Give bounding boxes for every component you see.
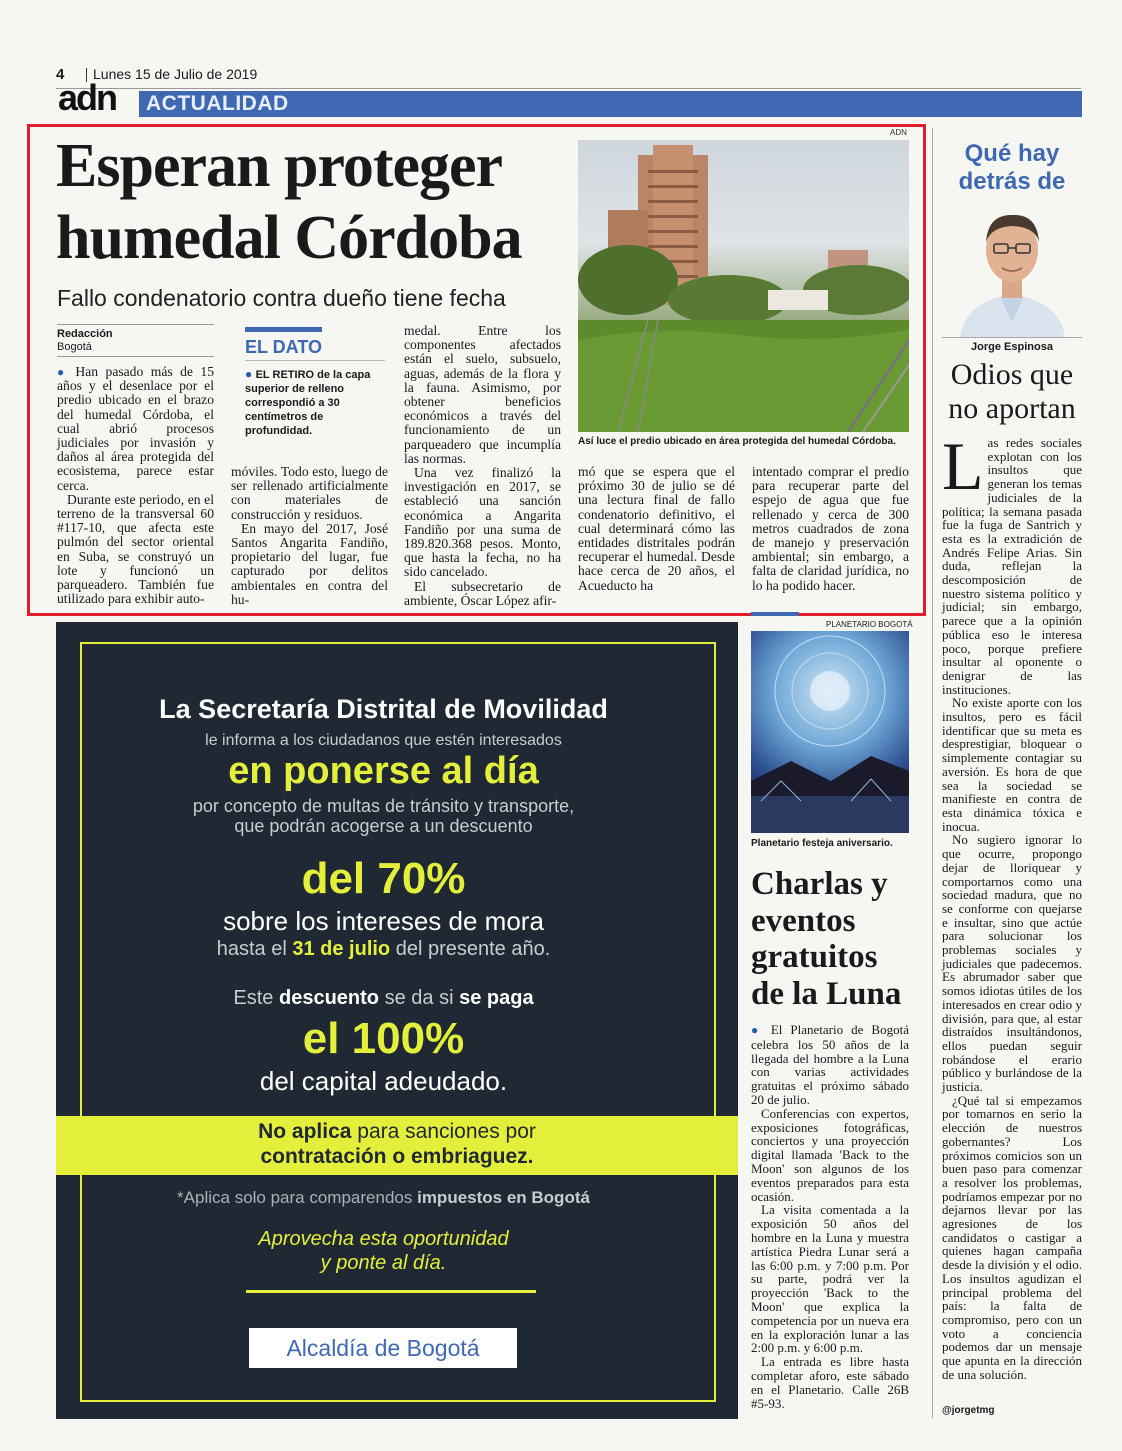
movilidad-ad [56,622,738,1419]
dato-top-rule [245,327,322,332]
col3-paragraph-3: El subsecretario de ambiente, Óscar López afir- [404,578,561,608]
col2-paragraph-1: móviles. Todo esto, luego de ser rellenado artificialmente con materiales de construcción y residuos. [231,464,388,522]
col2-paragraph-2: En mayo del 2017, José Santos Angarita Fandiño, propietario del lugar, fue capturado por delitos ambientales en contra del hu- [231,520,388,607]
author-handle: @jorgetmg [942,1405,995,1416]
col1-paragraph-1: ● Han pasado más de 15 años y el desenlace por el predio ubicado en el brazo del humedal Córdoba, el cual abrió procesos judiciales por invasión y daños al área protegida del ecosistema, parece estar cerca. [57,364,215,493]
ad-cta-1: Aprovecha esta oportunidad [258,1228,509,1250]
ad-line-4: por concepto de multas de tránsito y transporte, [192,796,575,816]
luna-photo-caption: Planetario festeja aniversario. [751,838,893,849]
opinion-title-line-1: Odios que [950,358,1074,391]
byline-rule [57,324,214,325]
kicker-line-2: detrás de [958,168,1066,195]
opinion-paragraph-4: ¿Qué tal si empezamos por tomarnos en serio la elección de nuestros gobernantes? Los próximos comicios son un buen paso para comenzar a resolver los problemas, podríamos empezar por no dejarnos llevar por las agresiones de los candidatos o castigar a quienes hagan campaña desde la división y el odio. Los insultos agudizan el principal problema del país: la falta de compromiso, pero con un voto a conciencia podemos dar un mensaje que apunta en la dirección de una solución. [942,1092,1082,1382]
opinion-kicker [942,140,1082,196]
opinion-title [942,358,1082,426]
byline-place: Bogotá [57,341,92,353]
dato-bullet-icon: ● [245,367,256,381]
photo-caption: Así luce el predio ubicado en área protegida del humedal Córdoba. [578,436,896,447]
luna-photo-credit: PLANETARIO BOGOTÁ [826,620,913,629]
ad-yellow-band [56,1116,738,1175]
col5-paragraph-1: intentado comprar el predio para recuperar parte del espejo de agua que fue rellenado y cerca de 300 metros cuadrados de zona de manejo y preservación ambiental; sin embargo, a falta de claridad jurídica, no lo ha podido hacer. [752,464,909,593]
photo-credit: ADN [890,128,907,137]
luna-paragraph-4: La entrada es libre hasta completar aforo, este sábado en el Planetario. Calle 26B #5-93. [751,1354,909,1411]
byline-name: Redacción [57,328,113,340]
ad-line-7: sobre los intereses de mora [223,906,544,936]
col3-paragraph-1: medal. Entre los componentes afectados están el suelo, subsuelo, aguas, además de la flora y la fauna. Asimismo, por obtener beneficios económicos a través del funcionamiento de un parqueadero que incumplía las normas. [404,323,561,466]
humedal-photo [578,140,909,432]
luna-paragraph-1: ● El Planetario de Bogotá celebra los 50 años de la llegada del hombre a la Luna con varias actividades gratuitas el próximo sábado 20 de julio. [751,1022,909,1107]
section-label: ACTUALIDAD [146,92,289,115]
author-rule [942,337,1082,338]
adn-logo: adn [58,77,117,118]
luna-paragraph-3: La visita comentada a la exposición 50 años del hombre en la Luna y muestra artística Piedra Lunar será a las 6:00 p.m. y 7:00 p.m. Por su parte, podrá ver la proyección 'Back to the Moon' que explica la competencia por un nueva era en la exploración lunar a las 2:00 p.m. y 6:00 p.m. [751,1202,909,1356]
article-title [56,130,576,274]
ad-line-9: Este descuento se da si se paga [233,987,534,1009]
luna-title-line-4: de la Luna [751,975,902,1012]
opinion-column-rule [932,128,933,1418]
article-col-4 [578,465,735,593]
luna-paragraph-2: Conferencias con expertos, exposiciones fotográficas, conciertos y una proyección digital llamada 'Back to the Moon' son algunos de los eventos preparados para esta ocasión. [751,1105,909,1204]
ad-headline: La Secretaría Distrital de Movilidad [159,694,608,724]
title-line-1: Esperan proteger [56,132,503,200]
opinion-body [942,428,1082,1382]
col4-paragraph-1: mó que se espera que el próximo 30 de julio se dé una lectura final de fallo condenatorio definitivo, el cual determinará cómo las entidades distritales podrán recuperar el humedal. Desde hace cerca de 20 años, el Acueducto ha [578,464,735,593]
header-rule [56,88,1081,89]
bullet-icon: ● [57,365,76,379]
opinion-title-line-2: no aportan [948,392,1076,425]
luna-title [751,866,916,1012]
ad-discount-100: el 100% [302,1014,465,1063]
article-subtitle: Fallo condenatorio contra dueño tiene fecha [57,285,506,311]
issue-date: Lunes 15 de Julio de 2019 [93,66,258,82]
band-line-2: contratación o embriaguez. [260,1145,534,1168]
col3-paragraph-2: Una vez finalizó la investigación en 2017, se estableció una sanción económica a Angarita Fandiño por una suma de 189.820.368 pesos. Monto, que hasta la fecha, no ha sido cancelado. [404,465,561,580]
article-col-1 [57,365,214,606]
luna-top-rule [751,612,799,616]
dato-rule [245,360,385,361]
title-line-2: humedal Córdoba [56,204,522,272]
kicker-line-1: Qué hay [964,140,1060,167]
ad-divider [246,1290,536,1293]
alcaldia-logo: Alcaldía de Bogotá [249,1328,517,1368]
article-col-2 [231,465,388,607]
col1-paragraph-2: Durante este periodo, en el terreno de la transversal 60 #117-10, que afecta este pulmón del sector oriental en Suba, se construyó un lote y funcionó un parqueadero. También fue utilizado para exhibir auto- [57,491,214,607]
luna-bullet-icon: ● [751,1023,771,1037]
ad-discount-70: del 70% [301,854,466,903]
band-line-1: No aplica para sanciones por [258,1120,536,1143]
planetarium-photo [751,631,909,833]
luna-body [751,1023,909,1410]
ad-line-3: en ponerse al día [228,750,539,792]
ad-line-8: hasta el 31 de julio del presente año. [216,938,551,960]
byline-rule-bottom [57,356,214,357]
opinion-paragraph-2: No existe aporte con los insultos, pero es fácil identificar que su meta es desprestigiar, bloquear o simplemente contagiar su aversión. Es hora de que sea la sociedad se manifieste en contra de esta dinámica tóxica e inocua. [942,695,1082,834]
ad-line-11: del capital adeudado. [259,1066,508,1096]
luna-title-line-3: gratuitos [751,939,878,975]
page-number: 4 [56,66,65,83]
ad-note: *Aplica solo para comparendos impuestos en Bogotá [177,1188,590,1207]
opinion-paragraph-3: No sugiero ignorar lo que ocurre, propongo dejar de lloriquear y comportarnos como una sociedad madura, que no se conforme con quejarse e insultar, sino que actúe para solucionar los problemas sociales y judiciales que padecemos. Es abrumador saber que somos idiotas útiles de los interesados en crear odio y división, para que, al estar distraídos insultándonos, ellos puedan seguir robándose el erario público y burlándose de la justicia. [942,832,1082,1095]
author-avatar [955,202,1070,337]
opinion-paragraph-1: Las redes sociales explotan con los insultos que generan los temas judiciales de la política; la semana pasada fue la fuga de Santrich y esta es la extradición de Andrés Felipe Arias. Sin duda, reflejan la descomposición de nuestro sistema político y judicial; sin embargo, parece que a la opinión pública eso le interesa poco, porque prefiere insultar al oponente o denigrar de las instituciones. [942,428,1082,697]
article-col-5 [752,465,909,593]
ad-line-5: que podrán acogerse a un descuento [234,816,533,836]
opinion-dropcap: L [942,428,984,504]
luna-title-line-1: Charlas y [751,866,888,902]
ad-cta-2: y ponte al día. [320,1252,447,1274]
author-name: Jorge Espinosa [971,341,1053,353]
article-col-3 [404,324,561,608]
luna-title-line-2: eventos [751,902,856,939]
dato-text: ● EL RETIRO de la capa superior de relleno correspondió a 30 centímetros de profundidad. [245,367,371,437]
dato-title: EL DATO [245,337,323,357]
ad-line-2: le informa a los ciudadanos que estén interesados [205,732,562,749]
